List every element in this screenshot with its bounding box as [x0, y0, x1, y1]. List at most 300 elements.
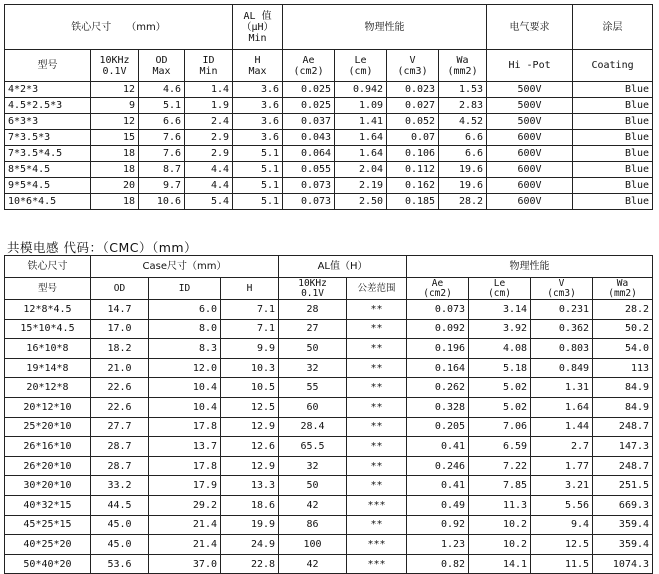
table-row — [5, 339, 653, 359]
od-header — [139, 50, 185, 82]
cell-model: 10*6*4.5 — [5, 194, 91, 210]
cell-le: 14.1 — [469, 554, 531, 574]
cell-id: 6.0 — [149, 300, 221, 320]
cell-wa: 28.2 — [593, 300, 653, 320]
table2-header-row1 — [5, 256, 653, 278]
cell-model: 4*2*3 — [5, 82, 91, 98]
table-row — [5, 378, 653, 398]
cell-v: 2.7 — [531, 437, 593, 457]
cell-id: 1.9 — [185, 98, 233, 114]
table-row — [5, 162, 653, 178]
cell-od: 10.6 — [139, 194, 185, 210]
cell-wa: 50.2 — [593, 319, 653, 339]
cell-h: 10.3 — [221, 358, 279, 378]
cell-ae: 0.49 — [407, 495, 469, 515]
cell-le: 2.19 — [335, 178, 387, 194]
v-line2: (cm3) — [397, 65, 428, 77]
cell-wa: 28.2 — [439, 194, 487, 210]
cell-od: 44.5 — [91, 495, 149, 515]
le-line1: Le — [354, 54, 367, 66]
freq-line1: 10KHz — [99, 54, 130, 66]
cell-ae: 0.037 — [283, 114, 335, 130]
le-header — [335, 50, 387, 82]
cell-al: 60 — [279, 397, 347, 417]
wa-line1: Wa — [456, 54, 469, 66]
cmc-tolerance-header: 公差范围 — [347, 278, 407, 300]
cell-wa: 2.83 — [439, 98, 487, 114]
cell-od: 22.6 — [91, 378, 149, 398]
cell-wa: 19.6 — [439, 178, 487, 194]
cell-ae: 0.092 — [407, 319, 469, 339]
cell-le: 1.09 — [335, 98, 387, 114]
cell-le: 1.41 — [335, 114, 387, 130]
cmc-core-size-header: 铁心尺寸 — [5, 256, 91, 278]
cell-od: 28.7 — [91, 437, 149, 457]
cell-le: 1.64 — [335, 130, 387, 146]
cell-h: 10.5 — [221, 378, 279, 398]
cell-id: 17.8 — [149, 456, 221, 476]
h-line2: Max — [248, 65, 267, 77]
cmc-section-title: 共模电感 代码：（CMC）（mm） — [7, 240, 198, 255]
table-row — [5, 130, 653, 146]
cell-coating: Blue — [573, 162, 653, 178]
physical-properties-header: 物理性能 — [283, 5, 487, 50]
cell-od: 7.6 — [139, 130, 185, 146]
cell-h: 12.6 — [221, 437, 279, 457]
table-row — [5, 300, 653, 320]
cell-ae: 0.064 — [283, 146, 335, 162]
cell-coating: Blue — [573, 98, 653, 114]
cell-model: 8*5*4.5 — [5, 162, 91, 178]
cell-al: 50 — [279, 476, 347, 496]
cell-tolerance: ** — [347, 515, 407, 535]
cell-ae: 0.025 — [283, 98, 335, 114]
cell-v: 3.21 — [531, 476, 593, 496]
cell-ae: 0.043 — [283, 130, 335, 146]
cell-wa: 359.4 — [593, 515, 653, 535]
cell-ae: 0.073 — [283, 178, 335, 194]
cell-le: 2.04 — [335, 162, 387, 178]
cell-v: 1.64 — [531, 397, 593, 417]
cell-wa: 113 — [593, 358, 653, 378]
cell-model: 9*5*4.5 — [5, 178, 91, 194]
cell-le: 5.18 — [469, 358, 531, 378]
cell-h: 5.1 — [233, 146, 283, 162]
cell-od: 22.6 — [91, 397, 149, 417]
h-header — [233, 50, 283, 82]
cmc-wa-line1: Wa — [616, 278, 629, 289]
cell-model: 50*40*20 — [5, 554, 91, 574]
cell-v: 0.106 — [387, 146, 439, 162]
cell-coating: Blue — [573, 178, 653, 194]
coating-header: 涂层 — [573, 5, 653, 50]
cell-ae: 0.073 — [407, 300, 469, 320]
cell-wa: 1074.3 — [593, 554, 653, 574]
cell-od: 9.7 — [139, 178, 185, 194]
cell-model: 20*12*10 — [5, 397, 91, 417]
table-row — [5, 515, 653, 535]
cell-tolerance: ** — [347, 397, 407, 417]
table1-header-row2 — [5, 50, 653, 82]
table2-header-row2 — [5, 278, 653, 300]
cell-coating: Blue — [573, 114, 653, 130]
cell-id: 21.4 — [149, 515, 221, 535]
cell-od: 28.7 — [91, 456, 149, 476]
cmc-ae-line1: Ae — [431, 278, 444, 289]
cmc-h-header: H — [221, 278, 279, 300]
table-row — [5, 82, 653, 98]
cell-id: 2.9 — [185, 146, 233, 162]
cmc-le-header — [469, 278, 531, 300]
cell-al: 18 — [91, 162, 139, 178]
cmc-freq-line1: 10KHz — [298, 278, 327, 289]
cell-model: 15*10*4.5 — [5, 319, 91, 339]
al-value-header — [233, 5, 283, 50]
cell-le: 2.50 — [335, 194, 387, 210]
cell-al: 100 — [279, 535, 347, 555]
cell-id: 13.7 — [149, 437, 221, 457]
toroid-spec-table — [4, 4, 653, 210]
h-line1: H — [254, 54, 261, 66]
cell-le: 1.64 — [335, 146, 387, 162]
cell-v: 0.112 — [387, 162, 439, 178]
cell-id: 17.8 — [149, 417, 221, 437]
cell-le: 4.08 — [469, 339, 531, 359]
cell-wa: 669.3 — [593, 495, 653, 515]
al-line3: Min — [248, 32, 267, 44]
cell-tolerance: *** — [347, 535, 407, 555]
cell-tolerance: *** — [347, 495, 407, 515]
cell-tolerance: ** — [347, 300, 407, 320]
cell-ae: 0.205 — [407, 417, 469, 437]
cell-al: 50 — [279, 339, 347, 359]
cmc-wa-header — [593, 278, 653, 300]
ae-line2: (cm2) — [293, 65, 324, 77]
cell-h: 9.9 — [221, 339, 279, 359]
cell-id: 1.4 — [185, 82, 233, 98]
table-row — [5, 319, 653, 339]
cell-le: 3.14 — [469, 300, 531, 320]
table-row — [5, 98, 653, 114]
cell-model: 26*20*10 — [5, 456, 91, 476]
table-row — [5, 417, 653, 437]
table-row — [5, 456, 653, 476]
cell-tolerance: ** — [347, 417, 407, 437]
cmc-ae-line2: (cm2) — [423, 287, 452, 299]
cell-le: 10.2 — [469, 515, 531, 535]
cell-h: 3.6 — [233, 98, 283, 114]
cmc-spec-table — [4, 255, 653, 574]
cell-le: 10.2 — [469, 535, 531, 555]
electrical-header: 电气要求 — [487, 5, 573, 50]
cell-h: 18.6 — [221, 495, 279, 515]
case-size-header: Case尺寸（mm） — [91, 256, 279, 278]
cell-od: 8.7 — [139, 162, 185, 178]
cell-v: 0.052 — [387, 114, 439, 130]
cell-al: 12 — [91, 82, 139, 98]
cell-tolerance: ** — [347, 378, 407, 398]
cell-v: 0.849 — [531, 358, 593, 378]
id-line1: ID — [202, 54, 215, 66]
cell-al: 18 — [91, 146, 139, 162]
cell-al: 42 — [279, 554, 347, 574]
v-line1: V — [409, 54, 416, 66]
cell-al: 27 — [279, 319, 347, 339]
cell-model: 26*16*10 — [5, 437, 91, 457]
cell-id: 4.4 — [185, 162, 233, 178]
cell-wa: 6.6 — [439, 130, 487, 146]
cell-od: 5.1 — [139, 98, 185, 114]
cell-le: 7.85 — [469, 476, 531, 496]
cell-id: 2.4 — [185, 114, 233, 130]
cell-id: 29.2 — [149, 495, 221, 515]
cell-al: 32 — [279, 358, 347, 378]
cell-h: 5.1 — [233, 178, 283, 194]
cell-wa: 248.7 — [593, 417, 653, 437]
cell-hipot: 600V — [487, 146, 573, 162]
cell-model: 19*14*8 — [5, 358, 91, 378]
cell-h: 12.9 — [221, 456, 279, 476]
cell-ae: 0.196 — [407, 339, 469, 359]
cell-le: 5.02 — [469, 378, 531, 398]
cell-coating: Blue — [573, 130, 653, 146]
cell-od: 45.0 — [91, 535, 149, 555]
table-row — [5, 437, 653, 457]
cell-wa: 4.52 — [439, 114, 487, 130]
cell-id: 37.0 — [149, 554, 221, 574]
cell-od: 21.0 — [91, 358, 149, 378]
cell-id: 8.3 — [149, 339, 221, 359]
cell-al: 18 — [91, 194, 139, 210]
cell-od: 27.7 — [91, 417, 149, 437]
cell-h: 7.1 — [221, 319, 279, 339]
cell-v: 1.31 — [531, 378, 593, 398]
cell-le: 7.22 — [469, 456, 531, 476]
cell-h: 22.8 — [221, 554, 279, 574]
cell-model: 4.5*2.5*3 — [5, 98, 91, 114]
cell-h: 19.9 — [221, 515, 279, 535]
cell-hipot: 500V — [487, 82, 573, 98]
cell-ae: 0.328 — [407, 397, 469, 417]
cell-al: 20 — [91, 178, 139, 194]
cmc-freq-header — [279, 278, 347, 300]
cell-od: 14.7 — [91, 300, 149, 320]
cell-v: 0.162 — [387, 178, 439, 194]
cell-hipot: 600V — [487, 162, 573, 178]
cell-model: 12*8*4.5 — [5, 300, 91, 320]
coating-sub-header: Coating — [573, 50, 653, 82]
cell-id: 4.4 — [185, 178, 233, 194]
cell-h: 13.3 — [221, 476, 279, 496]
cell-h: 12.5 — [221, 397, 279, 417]
ae-header — [283, 50, 335, 82]
od-line2: Max — [152, 65, 171, 77]
cell-v: 0.023 — [387, 82, 439, 98]
cell-ae: 0.073 — [283, 194, 335, 210]
core-size-header: 铁心尺寸 （mm） — [5, 5, 233, 50]
cell-hipot: 500V — [487, 98, 573, 114]
id-header — [185, 50, 233, 82]
cell-v: 0.231 — [531, 300, 593, 320]
cell-h: 3.6 — [233, 82, 283, 98]
cell-al: 42 — [279, 495, 347, 515]
cell-tolerance: ** — [347, 437, 407, 457]
cell-hipot: 600V — [487, 194, 573, 210]
cell-al: 15 — [91, 130, 139, 146]
cell-model: 7*3.5*4.5 — [5, 146, 91, 162]
al-line1: AL 值 — [243, 10, 272, 22]
cell-od: 33.2 — [91, 476, 149, 496]
freq-header — [91, 50, 139, 82]
cmc-wa-line2: (mm2) — [608, 287, 637, 299]
cell-ae: 0.41 — [407, 437, 469, 457]
cell-hipot: 500V — [487, 114, 573, 130]
cmc-od-header: OD — [91, 278, 149, 300]
cell-wa: 147.3 — [593, 437, 653, 457]
cell-id: 12.0 — [149, 358, 221, 378]
cell-id: 8.0 — [149, 319, 221, 339]
cell-ae: 0.055 — [283, 162, 335, 178]
table-row — [5, 495, 653, 515]
cell-wa: 84.9 — [593, 397, 653, 417]
cell-h: 7.1 — [221, 300, 279, 320]
cell-od: 53.6 — [91, 554, 149, 574]
cell-al: 28.4 — [279, 417, 347, 437]
cmc-v-line2: (cm3) — [547, 287, 576, 299]
cell-al: 55 — [279, 378, 347, 398]
cell-model: 30*20*10 — [5, 476, 91, 496]
cell-coating: Blue — [573, 194, 653, 210]
cell-h: 3.6 — [233, 130, 283, 146]
id-line2: Min — [199, 65, 218, 77]
cell-id: 17.9 — [149, 476, 221, 496]
cell-wa: 84.9 — [593, 378, 653, 398]
cell-al: 32 — [279, 456, 347, 476]
cell-tolerance: ** — [347, 476, 407, 496]
table-row — [5, 194, 653, 210]
cell-hipot: 600V — [487, 130, 573, 146]
cell-tolerance: *** — [347, 554, 407, 574]
cell-od: 45.0 — [91, 515, 149, 535]
cell-al: 9 — [91, 98, 139, 114]
cell-od: 7.6 — [139, 146, 185, 162]
cell-le: 3.92 — [469, 319, 531, 339]
cell-od: 4.6 — [139, 82, 185, 98]
cmc-al-header: AL值（H） — [279, 256, 407, 278]
table-row — [5, 146, 653, 162]
cmc-ae-header — [407, 278, 469, 300]
cell-model: 7*3.5*3 — [5, 130, 91, 146]
cell-id: 5.4 — [185, 194, 233, 210]
cell-v: 1.44 — [531, 417, 593, 437]
cell-al: 86 — [279, 515, 347, 535]
table-row — [5, 476, 653, 496]
cell-ae: 0.164 — [407, 358, 469, 378]
cell-id: 2.9 — [185, 130, 233, 146]
cell-id: 10.4 — [149, 378, 221, 398]
cmc-freq-line2: 0.1V — [301, 287, 324, 299]
cell-model: 40*25*20 — [5, 535, 91, 555]
cell-h: 12.9 — [221, 417, 279, 437]
cell-wa: 359.4 — [593, 535, 653, 555]
cell-wa: 1.53 — [439, 82, 487, 98]
table-row — [5, 397, 653, 417]
wa-line2: (mm2) — [447, 65, 478, 77]
od-line1: OD — [155, 54, 168, 66]
cell-od: 17.0 — [91, 319, 149, 339]
cell-model: 16*10*8 — [5, 339, 91, 359]
cell-h: 5.1 — [233, 194, 283, 210]
table1-header-row1 — [5, 5, 653, 50]
cell-id: 10.4 — [149, 397, 221, 417]
v-header — [387, 50, 439, 82]
cell-v: 11.5 — [531, 554, 593, 574]
cell-le: 7.06 — [469, 417, 531, 437]
cell-ae: 0.92 — [407, 515, 469, 535]
cell-al: 65.5 — [279, 437, 347, 457]
cell-od: 6.6 — [139, 114, 185, 130]
cell-ae: 1.23 — [407, 535, 469, 555]
cell-hipot: 600V — [487, 178, 573, 194]
cell-al: 12 — [91, 114, 139, 130]
cell-v: 1.77 — [531, 456, 593, 476]
cell-tolerance: ** — [347, 339, 407, 359]
cell-model: 45*25*15 — [5, 515, 91, 535]
cmc-v-line1: V — [558, 278, 565, 289]
freq-line2: 0.1V — [102, 65, 127, 77]
model-header: 型号 — [5, 50, 91, 82]
cell-al: 28 — [279, 300, 347, 320]
cell-ae: 0.262 — [407, 378, 469, 398]
cmc-id-header: ID — [149, 278, 221, 300]
table-row — [5, 358, 653, 378]
cell-ae: 0.41 — [407, 476, 469, 496]
cell-tolerance: ** — [347, 456, 407, 476]
cell-wa: 6.6 — [439, 146, 487, 162]
hipot-header: Hi -Pot — [487, 50, 573, 82]
ae-line1: Ae — [302, 54, 315, 66]
cell-tolerance: ** — [347, 358, 407, 378]
cell-coating: Blue — [573, 82, 653, 98]
wa-header — [439, 50, 487, 82]
cell-ae: 0.025 — [283, 82, 335, 98]
cell-coating: Blue — [573, 146, 653, 162]
cell-v: 0.027 — [387, 98, 439, 114]
cell-v: 0.07 — [387, 130, 439, 146]
table-row — [5, 535, 653, 555]
cell-h: 3.6 — [233, 114, 283, 130]
cmc-v-header — [531, 278, 593, 300]
cmc-physical-header: 物理性能 — [407, 256, 653, 278]
cell-h: 5.1 — [233, 162, 283, 178]
cell-model: 20*12*8 — [5, 378, 91, 398]
cell-v: 9.4 — [531, 515, 593, 535]
cell-v: 0.185 — [387, 194, 439, 210]
cell-ae: 0.246 — [407, 456, 469, 476]
cell-wa: 19.6 — [439, 162, 487, 178]
le-line2: (cm) — [348, 65, 373, 77]
cell-v: 5.56 — [531, 495, 593, 515]
cmc-le-line1: Le — [493, 278, 506, 289]
cell-wa: 54.0 — [593, 339, 653, 359]
cell-le: 0.942 — [335, 82, 387, 98]
cell-ae: 0.82 — [407, 554, 469, 574]
cell-tolerance: ** — [347, 319, 407, 339]
cell-model: 25*20*10 — [5, 417, 91, 437]
cell-wa: 248.7 — [593, 456, 653, 476]
cell-v: 0.803 — [531, 339, 593, 359]
table-row — [5, 114, 653, 130]
